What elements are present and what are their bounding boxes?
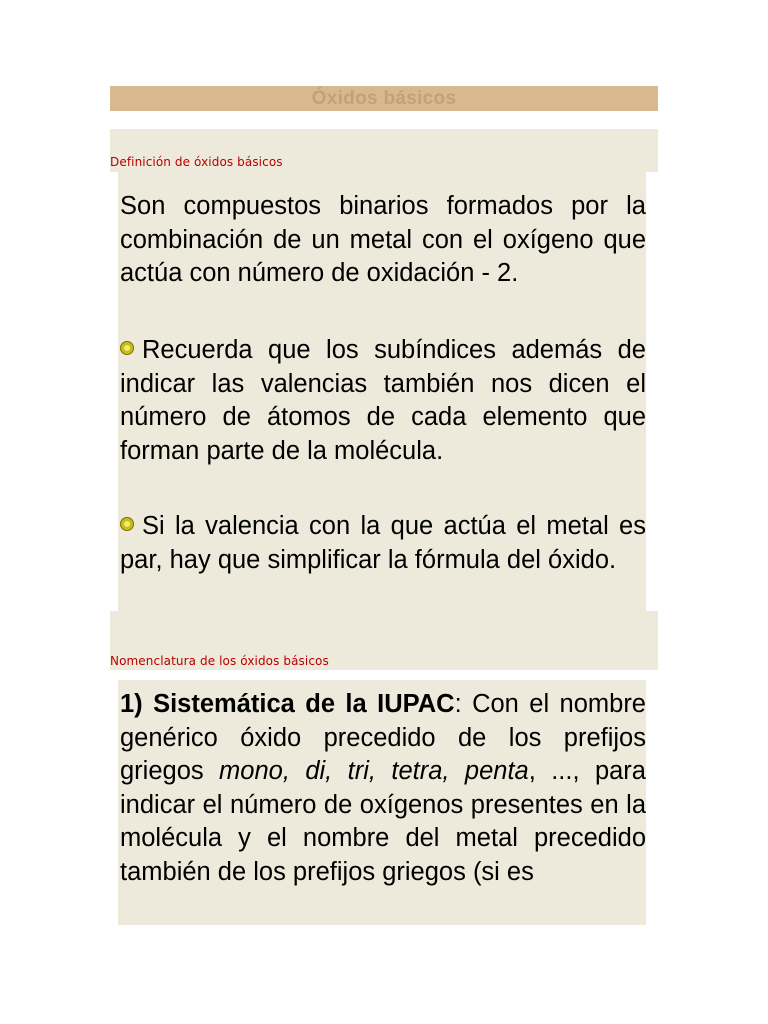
bullet-text-1: Recuerda que los subíndices además de indicar las valencias también nos dicen el número de átomos de cada elemento que forman parte de la molécula. <box>120 336 646 465</box>
title-bar <box>110 86 658 111</box>
page-title: Óxidos básicos <box>311 88 457 109</box>
definition-paragraph: Son compuestos binarios formados por la combinación de un metal con el oxígeno que actúa con número de oxidación - 2. <box>120 192 646 288</box>
nomenclature-paragraph <box>120 688 646 924</box>
nomenclature-text-a: : Con el nombre genérico óxido precedido de los prefijos griegos <box>120 690 646 786</box>
bullet-paragraph-2 <box>120 510 646 577</box>
bullet-paragraph-1 <box>120 334 646 468</box>
section2-heading: Nomenclatura de los óxidos básicos <box>110 654 329 668</box>
nomenclature-text-b: , ..., para indicar el número de oxígenos presentes en la molécula y el nombre del metal precedido también de los prefijos griegos (si es <box>120 757 646 886</box>
bullet-icon <box>120 517 134 531</box>
section1-heading: Definición de óxidos básicos <box>110 155 283 169</box>
bullet-icon <box>120 341 134 355</box>
iupac-label: 1) Sistemática de la IUPAC <box>120 690 455 718</box>
bullet-text-2: Si la valencia con la que actúa el metal es par, hay que simplificar la fórmula del óxido. <box>120 512 646 574</box>
greek-prefixes: mono, di, tri, tetra, penta <box>219 757 529 786</box>
